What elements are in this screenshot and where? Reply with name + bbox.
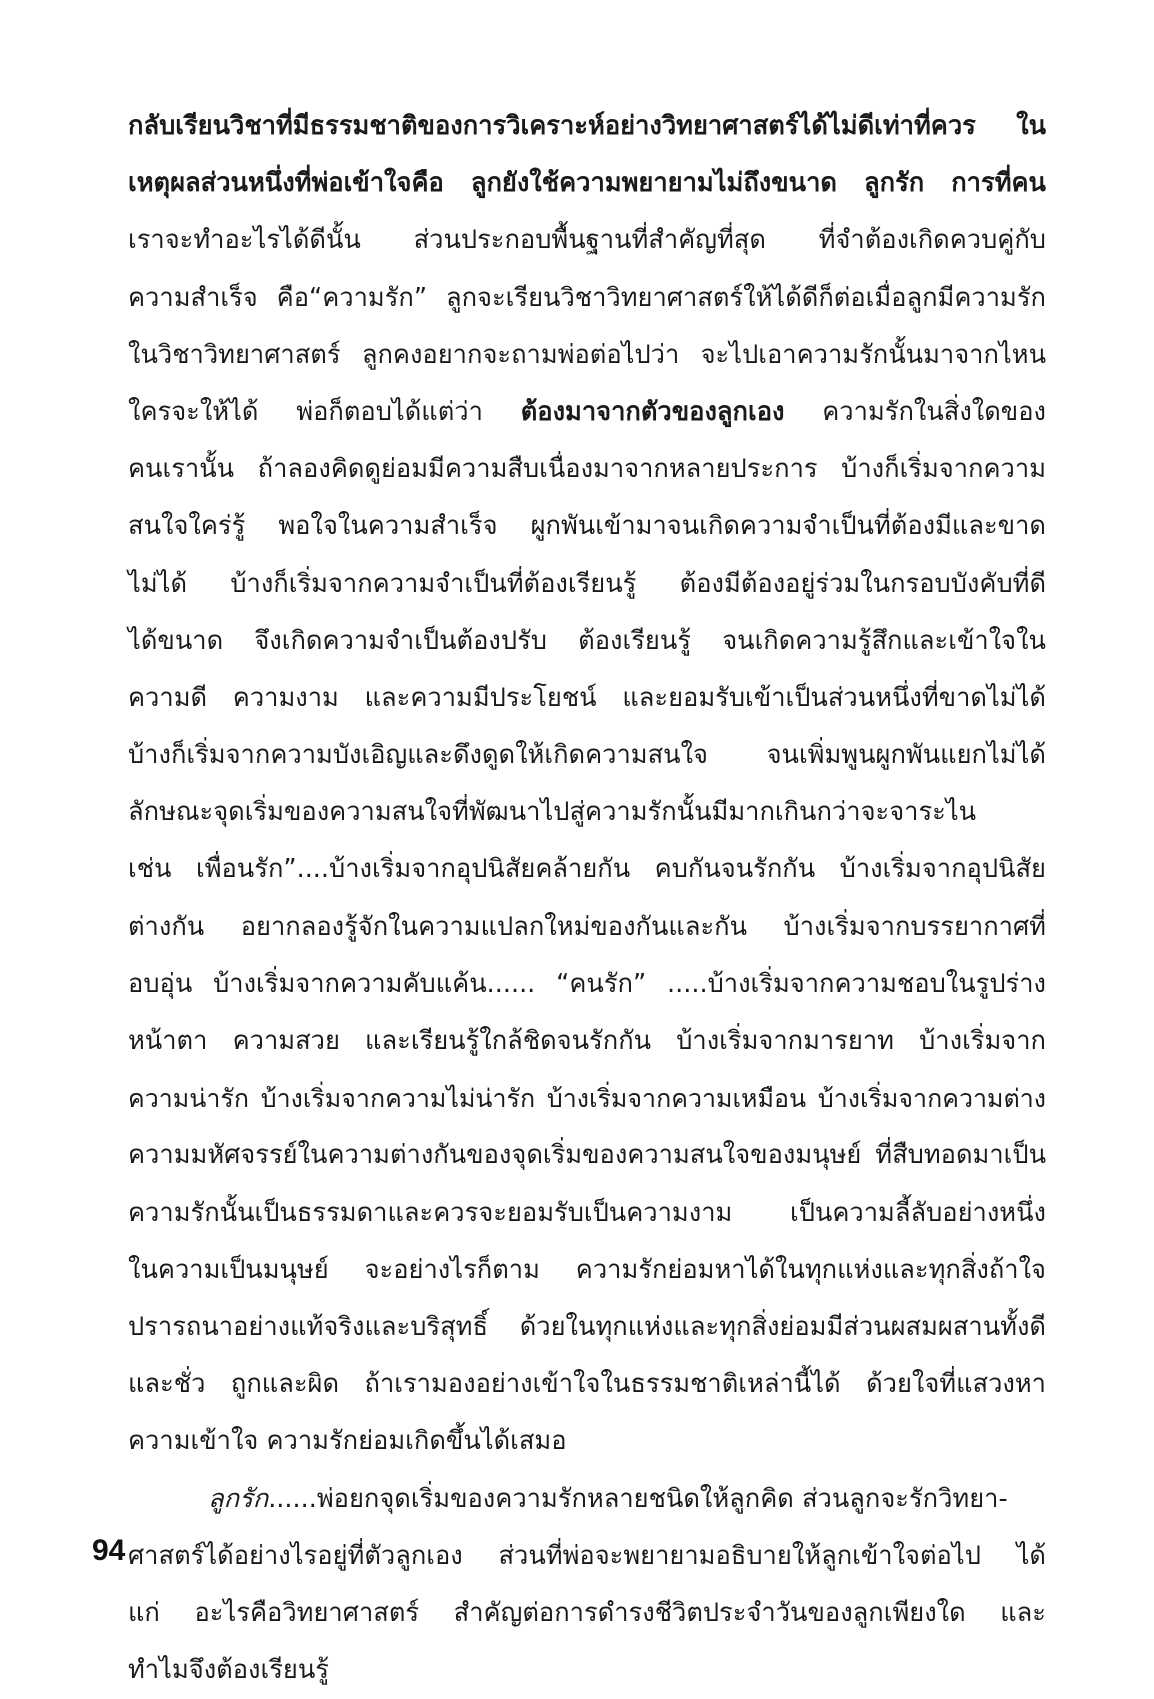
text-line-11: ความดี ความงาม และความมีประโยชน์ และยอมรับเข้าเป็นส่วนหนึ่งที่ขาดไม่ได้ [128, 682, 1046, 713]
text-line-14: เช่น เพื่อนรัก”....บ้างเริ่มจากอุปนิสัยคล้ายกัน คบกันจนรักกัน บ้างเริ่มจากอุปนิสัย [128, 854, 1046, 885]
text-line-25-rest: ......พ่อยกจุดเริ่มของความรักหลายชนิดให้ลูกคิด ส่วนลูกจะรักวิทยา- [268, 1483, 1008, 1514]
text-line-6 [128, 384, 1046, 441]
text-line-18: ความน่ารัก บ้างเริ่มจากความไม่น่ารัก บ้างเริ่มจากความเหมือน บ้างเริ่มจากความต่าง [128, 1084, 1046, 1114]
text-line-6-start: ใครจะให้ได้ พ่อก็ตอบได้แต่ว่า [128, 396, 521, 427]
text-line-10: ได้ขนาด จึงเกิดความจำเป็นต้องปรับ ต้องเรียนรู้ จนเกิดความรู้สึกและเข้าใจใน [128, 625, 1046, 656]
text-line-25 [128, 1471, 1046, 1528]
text-line-4: ความสำเร็จ คือ“ความรัก” ลูกจะเรียนวิชาวิทยาศาสตร์ให้ได้ดีก็ต่อเมื่อลูกมีความรัก [128, 282, 1046, 313]
text-line-1: กลับเรียนวิชาที่มีธรรมชาติของการวิเคราะห์อย่างวิทยาศาสตร์ได้ไม่ดีเท่าที่ควร ใน [128, 111, 1046, 141]
text-line-8: สนใจใคร่รู้ พอใจในความสำเร็จ ผูกพันเข้ามาจนเกิดความจำเป็นที่ต้องมีและขาด [128, 511, 1046, 542]
text-line-16: อบอุ่น บ้างเริ่มจากความคับแค้น...... “คนรัก” .....บ้างเริ่มจากความชอบในรูปร่าง [128, 968, 1046, 999]
text-line-3: เราจะทำอะไรได้ดีนั้น ส่วนประกอบพื้นฐานที่สำคัญที่สุด ที่จำต้องเกิดควบคู่กับ [128, 225, 1046, 256]
text-line-5: ในวิชาวิทยาศาสตร์ ลูกคงอยากจะถามพ่อต่อไปว่า จะไปเอาความรักนั้นมาจากไหน [128, 339, 1046, 370]
text-line-2 [128, 155, 1046, 212]
text-line-23: และชั่ว ถูกและผิด ถ้าเรามองอย่างเข้าใจในธรรมชาติเหล่านี้ได้ ด้วยใจที่แสวงหา [128, 1369, 1046, 1400]
text-line-24: ความเข้าใจ ความรักย่อมเกิดขึ้นได้เสมอ [128, 1426, 567, 1457]
text-line-28: ทำไมจึงต้องเรียนรู้ [128, 1655, 329, 1686]
text-line-2-content: เหตุผลส่วนหนึ่งที่พ่อเข้าใจคือ ลูกยังใช้ความพยายามไม่ถึงขนาด ลูกรัก การที่คน [128, 168, 1046, 199]
emphasis-phrase: ต้องมาจากตัวของลูกเอง [520, 396, 785, 427]
text-line-22: ปรารถนาอย่างแท้จริงและบริสุทธิ์ ด้วยในทุกแห่งและทุกสิ่งย่อมมีส่วนผสมผสานทั้งดี [128, 1311, 1046, 1342]
body-text [128, 98, 1046, 1699]
text-line-20: ความรักนั้นเป็นธรรมดาและควรจะยอมรับเป็นความงาม เป็นความลี้ลับอย่างหนึ่ง [128, 1197, 1046, 1228]
text-line-15: ต่างกัน อยากลองรู้จักในความแปลกใหม่ของกันและกัน บ้างเริ่มจากบรรยากาศที่ [128, 911, 1046, 942]
text-line-26: ศาสตร์ได้อย่างไรอยู่ที่ตัวลูกเอง ส่วนที่พ่อจะพยายามอธิบายให้ลูกเข้าใจต่อไป ได้ [128, 1540, 1046, 1571]
text-line-17: หน้าตา ความสวย และเรียนรู้ใกล้ชิดจนรักกัน บ้างเริ่มจากมารยาท บ้างเริ่มจาก [128, 1026, 1046, 1056]
text-line-27: แก่ อะไรคือวิทยาศาสตร์ สำคัญต่อการดำรงชีวิตประจำวันของลูกเพียงใด และ [128, 1597, 1046, 1628]
text-line-12: บ้างก็เริ่มจากความบังเอิญและดึงดูดให้เกิดความสนใจ จนเพิ่มพูนผูกพันแยกไม่ได้ [128, 740, 1046, 771]
text-line-6-end: ความรักในสิ่งใดของ [784, 396, 1046, 427]
text-line-7: คนเรานั้น ถ้าลองคิดดูย่อมมีความสืบเนื่องมาจากหลายประการ บ้างก็เริ่มจากความ [128, 454, 1046, 485]
italic-phrase: ลูกรัก [208, 1483, 269, 1514]
page-number: 94 [92, 1534, 126, 1567]
text-line-21: ในความเป็นมนุษย์ จะอย่างไรก็ตาม ความรักย่อมหาได้ในทุกแห่งและทุกสิ่งถ้าใจ [128, 1254, 1046, 1285]
text-line-13: ลักษณะจุดเริ่มของความสนใจที่พัฒนาไปสู่ความรักนั้นมีมากเกินกว่าจะจาระไน [128, 797, 977, 828]
text-line-19: ความมหัศจรรย์ในความต่างกันของจุดเริ่มของความสนใจของมนุษย์ ที่สืบทอดมาเป็น [128, 1140, 1046, 1171]
text-line-9: ไม่ได้ บ้างก็เริ่มจากความจำเป็นที่ต้องเรียนรู้ ต้องมีต้องอยู่ร่วมในกรอบบังคับที่ดี [128, 568, 1046, 599]
